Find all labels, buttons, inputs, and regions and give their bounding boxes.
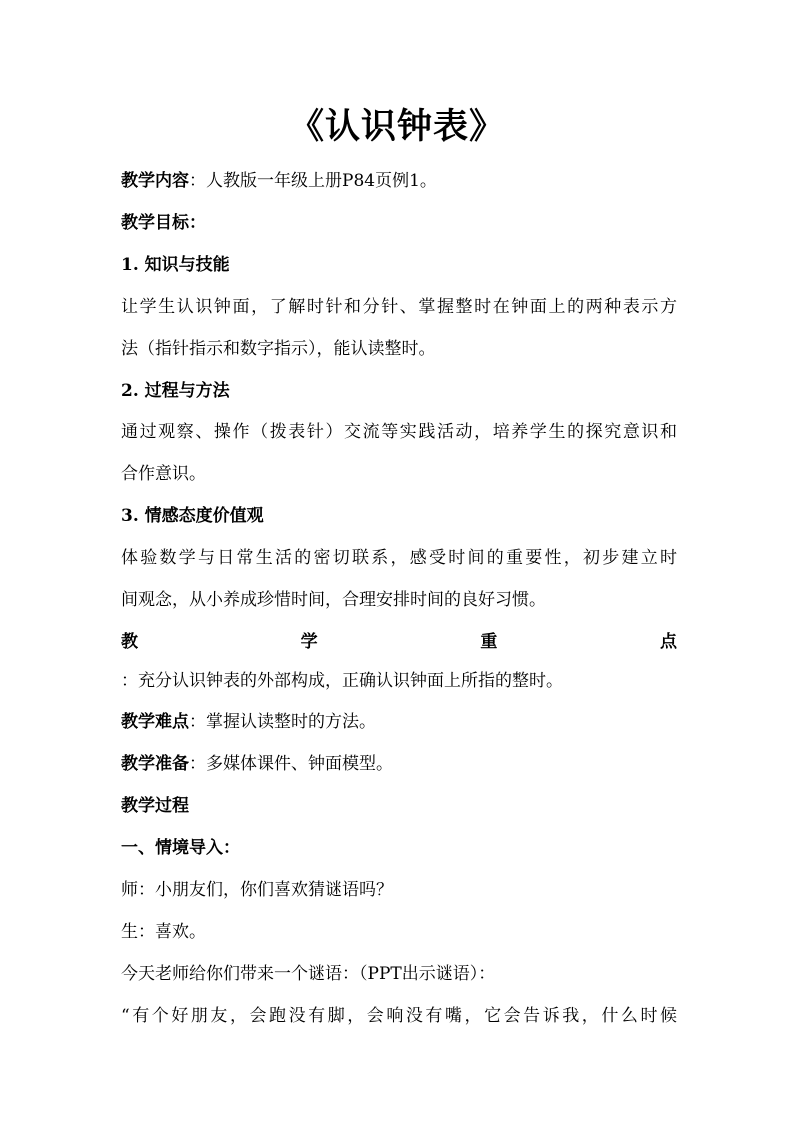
objective-3-heading: 3. 情感态度价值观 [121, 506, 264, 526]
objective-1-line-2: 法（指针指示和数字指示），能认读整时。 [121, 339, 436, 359]
teaching-difficulty-label: 教学难点 [121, 712, 189, 732]
teaching-difficulty-colon: ： [189, 712, 206, 732]
objective-3-line-2: 间观念，从小养成珍惜时间，合理安排时间的良好习惯。 [121, 590, 546, 610]
objective-2-line-2: 合作意识。 [121, 464, 206, 484]
teaching-difficulty-text: 掌握认读整时的方法。 [206, 712, 376, 732]
key-point-char-3: 重 [480, 632, 498, 652]
objectives-heading: 教学目标： [121, 213, 206, 233]
teaching-content-label: 教学内容 [121, 171, 189, 191]
document-title: 《认识钟表》 [288, 106, 505, 147]
teaching-content-colon: ： [189, 171, 206, 191]
objective-1-heading: 1. 知识与技能 [121, 255, 230, 275]
teaching-preparation-text: 多媒体课件、钟面模型。 [206, 754, 393, 774]
key-point-label [121, 629, 677, 655]
objective-1-line-1: 让学生认识钟面，了解时针和分针、掌握整时在钟面上的两种表示方 [121, 297, 677, 317]
teacher-line: 师：小朋友们，你们喜欢猜谜语吗？ [121, 880, 393, 900]
objective-2-line-1: 通过观察、操作（拨表针）交流等实践活动，培养学生的探究意识和 [121, 422, 677, 442]
objective-2-heading: 2. 过程与方法 [121, 381, 230, 401]
teaching-content [121, 168, 677, 194]
key-point-char-1: 教 [121, 632, 138, 652]
key-point-char-4: 点 [659, 632, 677, 652]
teaching-content-text: 人教版一年级上册P84页例1。 [206, 171, 437, 191]
process-heading: 教学过程 [121, 796, 189, 816]
student-line: 生：喜欢。 [121, 922, 206, 942]
section-1-heading: 一、情境导入： [121, 838, 240, 858]
key-point-char-2: 学 [300, 632, 318, 652]
teaching-difficulty [121, 709, 677, 735]
riddle-intro: 今天老师给你们带来一个谜语：（PPT出示谜语）： [121, 964, 496, 984]
objective-3-line-1: 体验数学与日常生活的密切联系，感受时间的重要性，初步建立时 [121, 548, 677, 568]
riddle-text: “有个好朋友，会跑没有脚，会响没有嘴，它会告诉我，什么时候 [121, 1006, 677, 1026]
teaching-preparation [121, 751, 677, 777]
teaching-preparation-colon: ： [189, 754, 206, 774]
key-point-text: ：充分认识钟表的外部构成，正确认识钟面上所指的整时。 [121, 671, 563, 691]
teaching-preparation-label: 教学准备 [121, 754, 189, 774]
